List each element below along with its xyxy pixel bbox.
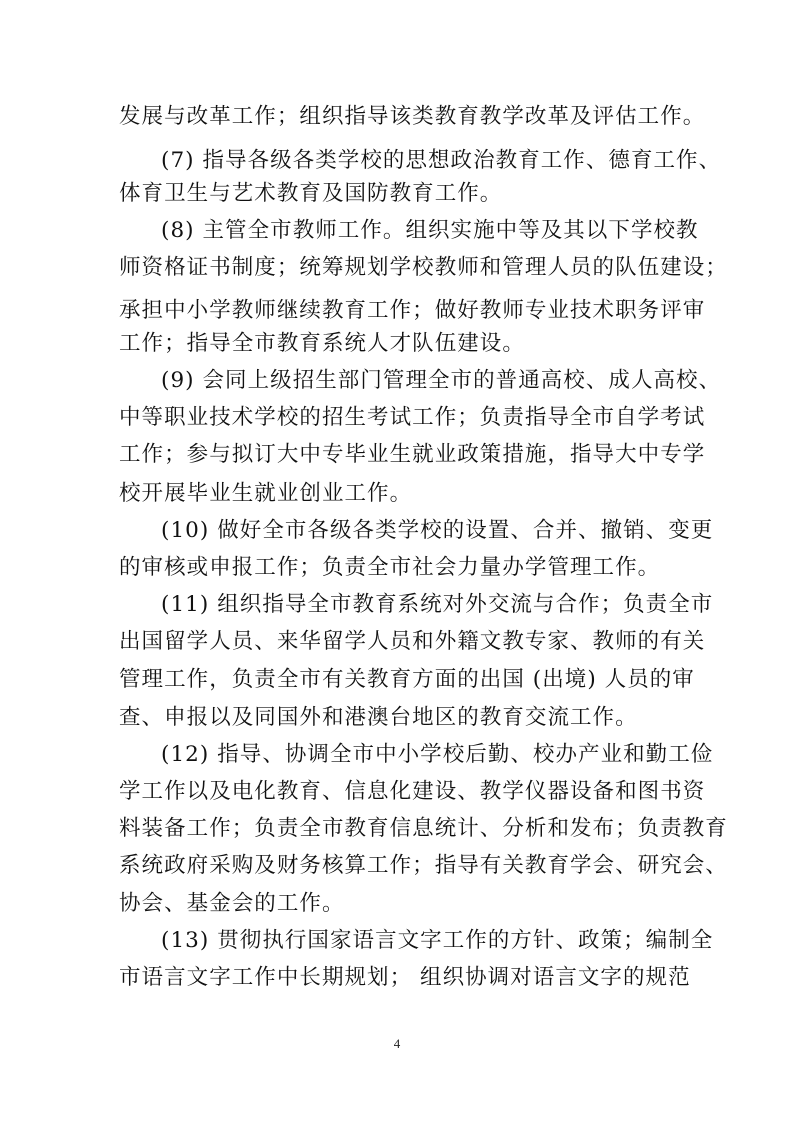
body-text-line: 校开展毕业生就业创业工作。 <box>119 481 413 506</box>
body-text-line: 查、申报以及同国外和港澳台地区的教育交流工作。 <box>119 705 638 730</box>
body-text-line: 承担中小学教师继续教育工作；做好教师专业技术职务评审 <box>119 298 706 323</box>
page-number: 4 <box>393 1036 401 1051</box>
body-text-line: 学工作以及电化教育、信息化建设、教学仪器设备和图书资 <box>119 779 706 804</box>
body-text-line: 管理工作，负责全市有关教育方面的出国 (出境) 人员的审 <box>119 667 695 692</box>
body-text-line: 料装备工作；负责全市教育信息统计、分析和发布；负责教育 <box>119 816 728 841</box>
body-text-line: 师资格证书制度；统筹规划学校教师和管理人员的队伍建设； <box>119 255 728 280</box>
paragraph-9-start: (9) 会同上级招生部门管理全市的普通高校、成人高校、 <box>161 368 722 393</box>
body-text-line: 工作；参与拟订大中专毕业生就业政策措施，指导大中专学 <box>119 442 706 467</box>
paragraph-8-start: (8) 主管全市教师工作。组织实施中等及其以下学校教 <box>161 218 699 243</box>
body-text-line: 市语言文字工作中长期规划； 组织协调对语言文字的规范 <box>119 965 691 990</box>
paragraph-10-start: (10) 做好全市各级各类学校的设置、合并、撤销、变更 <box>161 518 714 543</box>
body-text-line: 的审核或申报工作；负责全市社会力量办学管理工作。 <box>119 555 661 580</box>
paragraph-13-start: (13) 贯彻执行国家语言文字工作的方针、政策；编制全 <box>161 928 714 953</box>
body-text-line: 中等职业技术学校的招生考试工作；负责指导全市自学考试 <box>119 405 706 430</box>
paragraph-7-start: (7) 指导各级各类学校的思想政治教育工作、德育工作、 <box>161 148 722 173</box>
body-text-line: 出国留学人员、来华留学人员和外籍文教专家、教师的有关 <box>119 629 706 654</box>
body-text-line: 协会、基金会的工作。 <box>119 891 345 916</box>
body-text-line: 体育卫生与艺术教育及国防教育工作。 <box>119 181 503 206</box>
body-text-line: 发展与改革工作；组织指导该类教育教学改革及评估工作。 <box>119 104 706 129</box>
paragraph-12-start: (12) 指导、协调全市中小学校后勤、校办产业和勤工俭 <box>161 742 714 767</box>
body-text-line: 工作；指导全市教育系统人才队伍建设。 <box>119 331 525 356</box>
body-text-line: 系统政府采购及财务核算工作；指导有关教育学会、研究会、 <box>119 853 728 878</box>
paragraph-11-start: (11) 组织指导全市教育系统对外交流与合作；负责全市 <box>161 592 714 617</box>
